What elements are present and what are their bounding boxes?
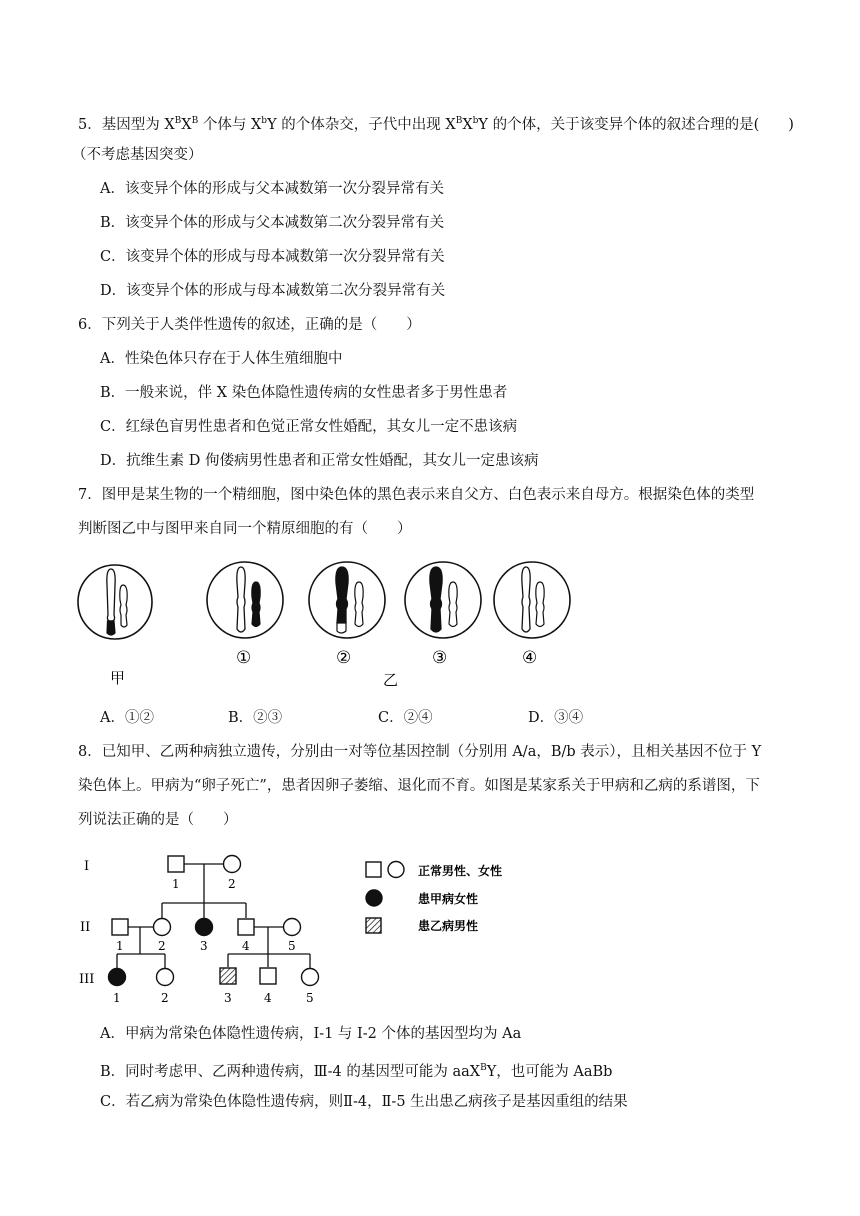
q5-option-c: C．该变异个体的形成与母本减数第一次分裂异常有关: [100, 249, 445, 265]
gen2-male-1: [112, 919, 128, 935]
pedigree-legend: [366, 862, 502, 934]
q8-option-a: A．甲病为常染色体隐性遗传病，I-1 与 I-2 个体的基因型均为 Aa: [100, 1026, 522, 1042]
pedigree-chart: [70, 845, 510, 1015]
label-jia: 甲: [110, 669, 126, 687]
number-3: ③: [432, 648, 448, 668]
gen3-num-2: 2: [161, 991, 169, 1005]
gen2-female-2: [154, 919, 171, 936]
q7-stem-line1: 7．图甲是某生物的一个精细胞，图中染色体的黑色表示来自父方、白色表示来自母方。根据染色体的类型: [78, 487, 755, 503]
chromosome-figure: [70, 555, 580, 695]
gen2-num-5: 5: [288, 939, 296, 953]
gen3-female-5: [302, 969, 319, 986]
q5-option-a: A．该变异个体的形成与父本减数第一次分裂异常有关: [100, 181, 444, 197]
gen3-num-5: 5: [306, 991, 314, 1005]
q6-option-b: B．一般来说，伴 X 染色体隐性遗传病的女性患者多于男性患者: [100, 385, 508, 401]
q7-choice-c: C．②④: [378, 710, 433, 726]
q7-choice-a: A．①②: [100, 710, 154, 726]
q8-stem-line2: 染色体上。甲病为“卵子死亡”，患者因卵子萎缩、退化而不育。如图是某家系关于甲病和乙病的系谱图，下: [78, 778, 760, 794]
legend-yi-male: 患乙病男性: [418, 919, 479, 933]
gen1-female-2: [224, 856, 241, 873]
q7-choice-d: D．③④: [528, 710, 584, 726]
gen-label-2: II: [80, 920, 91, 935]
q5-option-b: B．该变异个体的形成与父本减数第二次分裂异常有关: [100, 215, 445, 231]
gen2-num-1: 1: [116, 939, 124, 953]
legend-jia-female: 患甲病女性: [418, 892, 479, 906]
gen3-male-4: [260, 968, 276, 984]
q8-option-c: C．若乙病为常染色体隐性遗传病，则Ⅱ-4，Ⅱ-5 生出患乙病孩子是基因重组的结果: [100, 1094, 628, 1110]
gen2-male-4: [238, 919, 254, 935]
gen1-num-2: 2: [228, 877, 236, 891]
q6-option-a: A．性染色体只存在于人体生殖细胞中: [100, 351, 343, 367]
gen1-male-1: [168, 856, 184, 872]
gen3-female-1-affected-jia: [109, 969, 126, 986]
q7-stem-line2: 判断图乙中与图甲来自同一个精原细胞的有（ ）: [78, 521, 412, 537]
gen2-num-4: 4: [242, 939, 250, 953]
q5-option-d: D．该变异个体的形成与母本减数第二次分裂异常有关: [100, 283, 446, 299]
label-yi: 乙: [383, 671, 399, 689]
gen2-female-3-affected-jia: [196, 919, 213, 936]
gen-label-3: III: [79, 972, 95, 987]
q5-stem: 5．基因型为 $X^BX^B$ 个体与 $X^bY$ 的个体杂交，子代中出现 $X^BX^bY$ 的个体，关于该变异个体的叙述合理的是( ): [78, 116, 794, 133]
q7-choice-b: B．②③: [228, 710, 283, 726]
gen1-num-1: 1: [172, 877, 180, 891]
gen-label-1: I: [84, 859, 90, 874]
cell-4: [494, 562, 570, 638]
gen2-female-5: [284, 919, 301, 936]
q6-option-d: D．抗维生素 D 佝偻病男性患者和正常女性婚配，其女儿一定患该病: [100, 453, 539, 469]
gen3-num-4: 4: [264, 991, 272, 1005]
q8-option-b: B．同时考虑甲、乙两种遗传病，Ⅲ-4 的基因型可能为 aaX$^B$Y，也可能为 AaBb: [100, 1063, 613, 1080]
number-1: ①: [236, 648, 252, 668]
q6-option-c: C．红绿色盲男性患者和色觉正常女性婚配，其女儿一定不患该病: [100, 419, 518, 435]
cell-2: [309, 562, 385, 638]
q8-stem-line3: 列说法正确的是（ ）: [78, 812, 238, 828]
gen3-num-3: 3: [224, 991, 232, 1005]
q8-stem-line1: 8．已知甲、乙两种病独立遗传，分别由一对等位基因控制（分别用 A/a，B/b 表示），且相关基因不位于 Y: [78, 744, 762, 760]
gen3-female-2: [157, 969, 174, 986]
gen2-num-2: 2: [158, 939, 166, 953]
number-4: ④: [522, 648, 538, 668]
cell-1: [207, 562, 283, 638]
gen3-male-3-affected-yi: [220, 968, 236, 984]
gen3-num-1: 1: [113, 991, 121, 1005]
gen2-num-3: 3: [200, 939, 208, 953]
q5-note: （不考虑基因突变）: [72, 147, 203, 163]
legend-normal: 正常男性、女性: [418, 864, 503, 878]
cell-3: [405, 562, 481, 638]
cell-jia: [78, 565, 152, 639]
q6-stem: 6．下列关于人类伴性遗传的叙述，正确的是（ ）: [78, 317, 421, 333]
number-2: ②: [336, 648, 352, 668]
